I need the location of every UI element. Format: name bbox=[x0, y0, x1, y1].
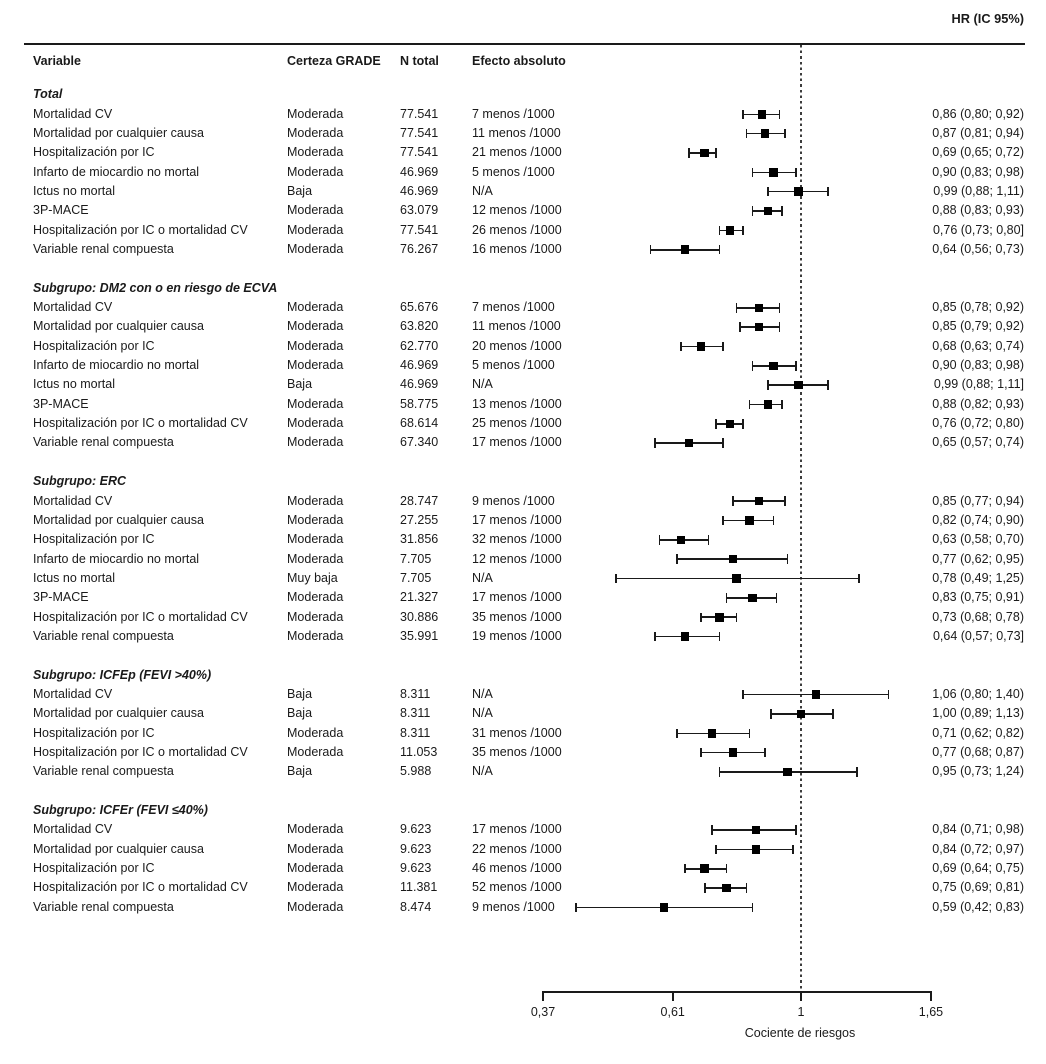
row-n-total: 68.614 bbox=[400, 416, 439, 431]
row-effect: 12 menos /1000 bbox=[472, 203, 562, 218]
row-hr-ci-value: 0,90 (0,83; 0,98) bbox=[932, 358, 1024, 373]
row-variable: Variable renal compuesta bbox=[33, 435, 174, 450]
row-variable: Hospitalización por IC o mortalidad CV bbox=[33, 744, 248, 759]
row-n-total: 46.969 bbox=[400, 377, 439, 392]
row-variable: Mortalidad CV bbox=[33, 106, 113, 121]
row-effect: 35 menos /1000 bbox=[472, 744, 562, 759]
row-variable: 3P-MACE bbox=[33, 396, 89, 411]
section-title: Subgrupo: DM2 con o en riesgo de ECVA bbox=[33, 280, 278, 295]
row-n-total: 58.775 bbox=[400, 396, 439, 411]
row-variable: Variable renal compuesta bbox=[33, 764, 174, 779]
section-title: Subgrupo: ICFEp (FEVI >40%) bbox=[33, 667, 212, 682]
row-hr-ci-value: 0,69 (0,64; 0,75) bbox=[932, 861, 1024, 876]
row-variable: Infarto de miocardio no mortal bbox=[33, 358, 200, 373]
row-grade: Moderada bbox=[287, 628, 344, 643]
row-effect: N/A bbox=[472, 377, 493, 392]
row-grade: Moderada bbox=[287, 396, 344, 411]
x-axis-tick-label: 1,65 bbox=[918, 1005, 944, 1019]
row-hr-ci-value: 0,99 (0,88; 1,11) bbox=[933, 184, 1024, 199]
row-n-total: 8.474 bbox=[400, 899, 432, 914]
row-hr-ci-value: 0,83 (0,75; 0,91) bbox=[932, 590, 1024, 605]
row-n-total: 63.820 bbox=[400, 319, 439, 334]
row-grade: Baja bbox=[287, 764, 313, 779]
row-hr-ci-value: 0,82 (0,74; 0,90) bbox=[932, 512, 1024, 527]
row-grade: Moderada bbox=[287, 435, 344, 450]
row-n-total: 8.311 bbox=[400, 725, 431, 740]
row-n-total: 11.381 bbox=[400, 880, 438, 895]
section-title: Subgrupo: ICFEr (FEVI ≤40%) bbox=[33, 803, 208, 818]
row-n-total: 9.623 bbox=[400, 861, 432, 876]
column-header-n-total: N total bbox=[400, 54, 439, 68]
row-effect: 11 menos /1000 bbox=[472, 319, 561, 334]
row-n-total: 62.770 bbox=[400, 338, 439, 353]
row-variable: 3P-MACE bbox=[33, 203, 89, 218]
row-variable: Ictus no mortal bbox=[33, 570, 115, 585]
row-grade: Moderada bbox=[287, 145, 344, 160]
row-grade: Moderada bbox=[287, 106, 344, 121]
row-effect: 46 menos /1000 bbox=[472, 861, 562, 876]
row-grade: Moderada bbox=[287, 551, 344, 566]
row-variable: Hospitalización por IC bbox=[33, 338, 155, 353]
row-grade: Moderada bbox=[287, 822, 344, 837]
row-grade: Moderada bbox=[287, 590, 344, 605]
row-n-total: 77.541 bbox=[400, 222, 439, 237]
row-effect: N/A bbox=[472, 706, 493, 721]
row-n-total: 7.705 bbox=[400, 551, 432, 566]
row-effect: 17 menos /1000 bbox=[472, 512, 562, 527]
row-hr-ci-value: 0,69 (0,65; 0,72) bbox=[932, 145, 1024, 160]
row-variable: Hospitalización por IC bbox=[33, 145, 155, 160]
row-variable: Hospitalización por IC o mortalidad CV bbox=[33, 880, 248, 895]
row-grade: Moderada bbox=[287, 512, 344, 527]
row-variable: Hospitalización por IC o mortalidad CV bbox=[33, 416, 248, 431]
row-n-total: 77.541 bbox=[400, 125, 439, 140]
row-effect: N/A bbox=[472, 570, 493, 585]
section-title: Total bbox=[33, 87, 63, 102]
row-variable: Ictus no mortal bbox=[33, 184, 115, 199]
row-effect: 9 menos /1000 bbox=[472, 899, 555, 914]
row-hr-ci-value: 0,88 (0,82; 0,93) bbox=[932, 396, 1024, 411]
row-n-total: 65.676 bbox=[400, 300, 439, 315]
row-effect: 9 menos /1000 bbox=[472, 493, 555, 508]
row-effect: 17 menos /1000 bbox=[472, 822, 562, 837]
row-grade: Moderada bbox=[287, 493, 344, 508]
row-variable: Hospitalización por IC bbox=[33, 725, 155, 740]
row-variable: Mortalidad CV bbox=[33, 493, 113, 508]
row-n-total: 31.856 bbox=[400, 532, 439, 547]
row-grade: Moderada bbox=[287, 338, 344, 353]
row-grade: Moderada bbox=[287, 125, 344, 140]
row-effect: 7 menos /1000 bbox=[472, 106, 555, 121]
row-variable: Hospitalización por IC o mortalidad CV bbox=[33, 222, 248, 237]
row-n-total: 8.311 bbox=[400, 706, 431, 721]
row-grade: Moderada bbox=[287, 416, 344, 431]
row-hr-ci-value: 0,84 (0,72; 0,97) bbox=[932, 841, 1024, 856]
row-variable: Infarto de miocardio no mortal bbox=[33, 164, 200, 179]
x-axis-tick-label: 1 bbox=[797, 1005, 805, 1019]
row-variable: Hospitalización por IC bbox=[33, 861, 155, 876]
row-effect: 19 menos /1000 bbox=[472, 628, 562, 643]
row-grade: Moderada bbox=[287, 319, 344, 334]
row-grade: Moderada bbox=[287, 300, 344, 315]
row-effect: 17 menos /1000 bbox=[472, 590, 562, 605]
x-axis-label: Cociente de riesgos bbox=[744, 1026, 856, 1040]
row-grade: Baja bbox=[287, 706, 313, 721]
row-grade: Moderada bbox=[287, 358, 344, 373]
row-variable: Mortalidad por cualquier causa bbox=[33, 125, 204, 140]
row-effect: 22 menos /1000 bbox=[472, 841, 562, 856]
row-grade: Moderada bbox=[287, 841, 344, 856]
row-n-total: 27.255 bbox=[400, 512, 439, 527]
row-hr-ci-value: 0,84 (0,71; 0,98) bbox=[932, 822, 1024, 837]
row-effect: 11 menos /1000 bbox=[472, 125, 561, 140]
row-n-total: 35.991 bbox=[400, 628, 439, 643]
row-effect: 35 menos /1000 bbox=[472, 609, 562, 624]
row-n-total: 46.969 bbox=[400, 358, 439, 373]
row-grade: Baja bbox=[287, 184, 313, 199]
row-hr-ci-value: 0,68 (0,63; 0,74) bbox=[932, 338, 1024, 353]
row-variable: Ictus no mortal bbox=[33, 377, 115, 392]
row-effect: 5 menos /1000 bbox=[472, 164, 555, 179]
row-grade: Moderada bbox=[287, 164, 344, 179]
row-n-total: 11.053 bbox=[400, 744, 438, 759]
row-grade: Muy baja bbox=[287, 570, 338, 585]
row-grade: Moderada bbox=[287, 203, 344, 218]
row-grade: Baja bbox=[287, 377, 313, 392]
row-grade: Baja bbox=[287, 686, 313, 701]
row-effect: 31 menos /1000 bbox=[472, 725, 562, 740]
row-n-total: 77.541 bbox=[400, 145, 439, 160]
row-hr-ci-value: 0,64 (0,57; 0,73] bbox=[932, 628, 1024, 643]
row-effect: 5 menos /1000 bbox=[472, 358, 555, 373]
row-effect: 21 menos /1000 bbox=[472, 145, 562, 160]
x-axis-tick bbox=[800, 991, 802, 1001]
section-title: Subgrupo: ERC bbox=[33, 474, 127, 489]
row-effect: N/A bbox=[472, 686, 493, 701]
row-variable: Mortalidad por cualquier causa bbox=[33, 319, 204, 334]
row-variable: Variable renal compuesta bbox=[33, 628, 174, 643]
row-grade: Moderada bbox=[287, 899, 344, 914]
x-axis-tick-label: 0,61 bbox=[660, 1005, 685, 1019]
row-variable: Variable renal compuesta bbox=[33, 242, 174, 257]
row-effect: 16 menos /1000 bbox=[472, 242, 562, 257]
row-n-total: 8.311 bbox=[400, 686, 431, 701]
row-variable: Mortalidad CV bbox=[33, 300, 113, 315]
row-hr-ci-value: 0,90 (0,83; 0,98) bbox=[932, 164, 1024, 179]
row-hr-ci-value: 0,64 (0,56; 0,73) bbox=[932, 242, 1024, 257]
row-n-total: 63.079 bbox=[400, 203, 439, 218]
row-variable: Variable renal compuesta bbox=[33, 899, 174, 914]
row-hr-ci-value: 0,76 (0,73; 0,80] bbox=[932, 222, 1024, 237]
x-axis-tick bbox=[930, 991, 932, 1001]
row-variable: 3P-MACE bbox=[33, 590, 89, 605]
column-header-variable: Variable bbox=[33, 54, 81, 68]
row-n-total: 7.705 bbox=[400, 570, 432, 585]
row-n-total: 30.886 bbox=[400, 609, 439, 624]
row-n-total: 9.623 bbox=[400, 822, 432, 837]
row-hr-ci-value: 0,77 (0,68; 0,87) bbox=[932, 744, 1024, 759]
row-grade: Moderada bbox=[287, 880, 344, 895]
row-hr-ci-value: 0,99 (0,88; 1,11] bbox=[933, 377, 1024, 392]
row-n-total: 77.541 bbox=[400, 106, 439, 121]
row-effect: 20 menos /1000 bbox=[472, 338, 562, 353]
row-variable: Mortalidad por cualquier causa bbox=[33, 706, 204, 721]
x-axis-tick bbox=[672, 991, 674, 1001]
row-variable: Hospitalización por IC bbox=[33, 532, 155, 547]
row-effect: 12 menos /1000 bbox=[472, 551, 562, 566]
row-hr-ci-value: 0,86 (0,80; 0,92) bbox=[932, 106, 1024, 121]
row-effect: N/A bbox=[472, 764, 493, 779]
row-variable: Mortalidad CV bbox=[33, 822, 113, 837]
column-header-effect: Efecto absoluto bbox=[472, 54, 566, 68]
row-effect: 25 menos /1000 bbox=[472, 416, 562, 431]
row-n-total: 76.267 bbox=[400, 242, 439, 257]
row-hr-ci-value: 1,06 (0,80; 1,40) bbox=[932, 686, 1024, 701]
row-effect: 17 menos /1000 bbox=[472, 435, 562, 450]
row-effect: 7 menos /1000 bbox=[472, 300, 555, 315]
row-hr-ci-value: 0,63 (0,58; 0,70) bbox=[932, 532, 1024, 547]
row-variable: Mortalidad por cualquier causa bbox=[33, 512, 204, 527]
row-hr-ci-value: 0,85 (0,78; 0,92) bbox=[932, 300, 1024, 315]
x-axis-tick-label: 0,37 bbox=[530, 1005, 556, 1019]
row-effect: 26 menos /1000 bbox=[472, 222, 562, 237]
row-grade: Moderada bbox=[287, 242, 344, 257]
row-n-total: 21.327 bbox=[400, 590, 439, 605]
column-header-grade: Certeza GRADE bbox=[287, 54, 381, 68]
row-hr-ci-value: 0,73 (0,68; 0,78) bbox=[932, 609, 1024, 624]
row-n-total: 67.340 bbox=[400, 435, 439, 450]
row-effect: 32 menos /1000 bbox=[472, 532, 562, 547]
x-axis-tick bbox=[542, 991, 544, 1001]
hr-column-header: HR (IC 95%) bbox=[951, 11, 1024, 26]
row-hr-ci-value: 0,59 (0,42; 0,83) bbox=[932, 899, 1024, 914]
row-grade: Moderada bbox=[287, 861, 344, 876]
row-hr-ci-value: 0,78 (0,49; 1,25) bbox=[932, 570, 1024, 585]
row-grade: Moderada bbox=[287, 609, 344, 624]
row-n-total: 28.747 bbox=[400, 493, 439, 508]
row-hr-ci-value: 0,77 (0,62; 0,95) bbox=[932, 551, 1024, 566]
row-variable: Hospitalización por IC o mortalidad CV bbox=[33, 609, 248, 624]
row-n-total: 5.988 bbox=[400, 764, 432, 779]
row-hr-ci-value: 1,00 (0,89; 1,13) bbox=[932, 706, 1024, 721]
row-grade: Moderada bbox=[287, 744, 344, 759]
x-axis-line bbox=[543, 991, 931, 993]
row-effect: N/A bbox=[472, 184, 493, 199]
row-effect: 52 menos /1000 bbox=[472, 880, 562, 895]
row-variable: Infarto de miocardio no mortal bbox=[33, 551, 200, 566]
row-hr-ci-value: 0,85 (0,79; 0,92) bbox=[932, 319, 1024, 334]
row-effect: 13 menos /1000 bbox=[472, 396, 562, 411]
row-grade: Moderada bbox=[287, 532, 344, 547]
row-hr-ci-value: 0,71 (0,62; 0,82) bbox=[932, 725, 1024, 740]
row-hr-ci-value: 0,76 (0,72; 0,80) bbox=[932, 416, 1024, 431]
row-hr-ci-value: 0,85 (0,77; 0,94) bbox=[932, 493, 1024, 508]
row-hr-ci-value: 0,65 (0,57; 0,74) bbox=[932, 435, 1024, 450]
row-hr-ci-value: 0,95 (0,73; 1,24) bbox=[932, 764, 1024, 779]
row-n-total: 9.623 bbox=[400, 841, 432, 856]
row-variable: Mortalidad CV bbox=[33, 686, 113, 701]
row-grade: Moderada bbox=[287, 725, 344, 740]
row-n-total: 46.969 bbox=[400, 184, 439, 199]
row-variable: Mortalidad por cualquier causa bbox=[33, 841, 204, 856]
row-grade: Moderada bbox=[287, 222, 344, 237]
row-hr-ci-value: 0,88 (0,83; 0,93) bbox=[932, 203, 1024, 218]
row-n-total: 46.969 bbox=[400, 164, 439, 179]
row-hr-ci-value: 0,75 (0,69; 0,81) bbox=[932, 880, 1024, 895]
row-hr-ci-value: 0,87 (0,81; 0,94) bbox=[932, 125, 1024, 140]
